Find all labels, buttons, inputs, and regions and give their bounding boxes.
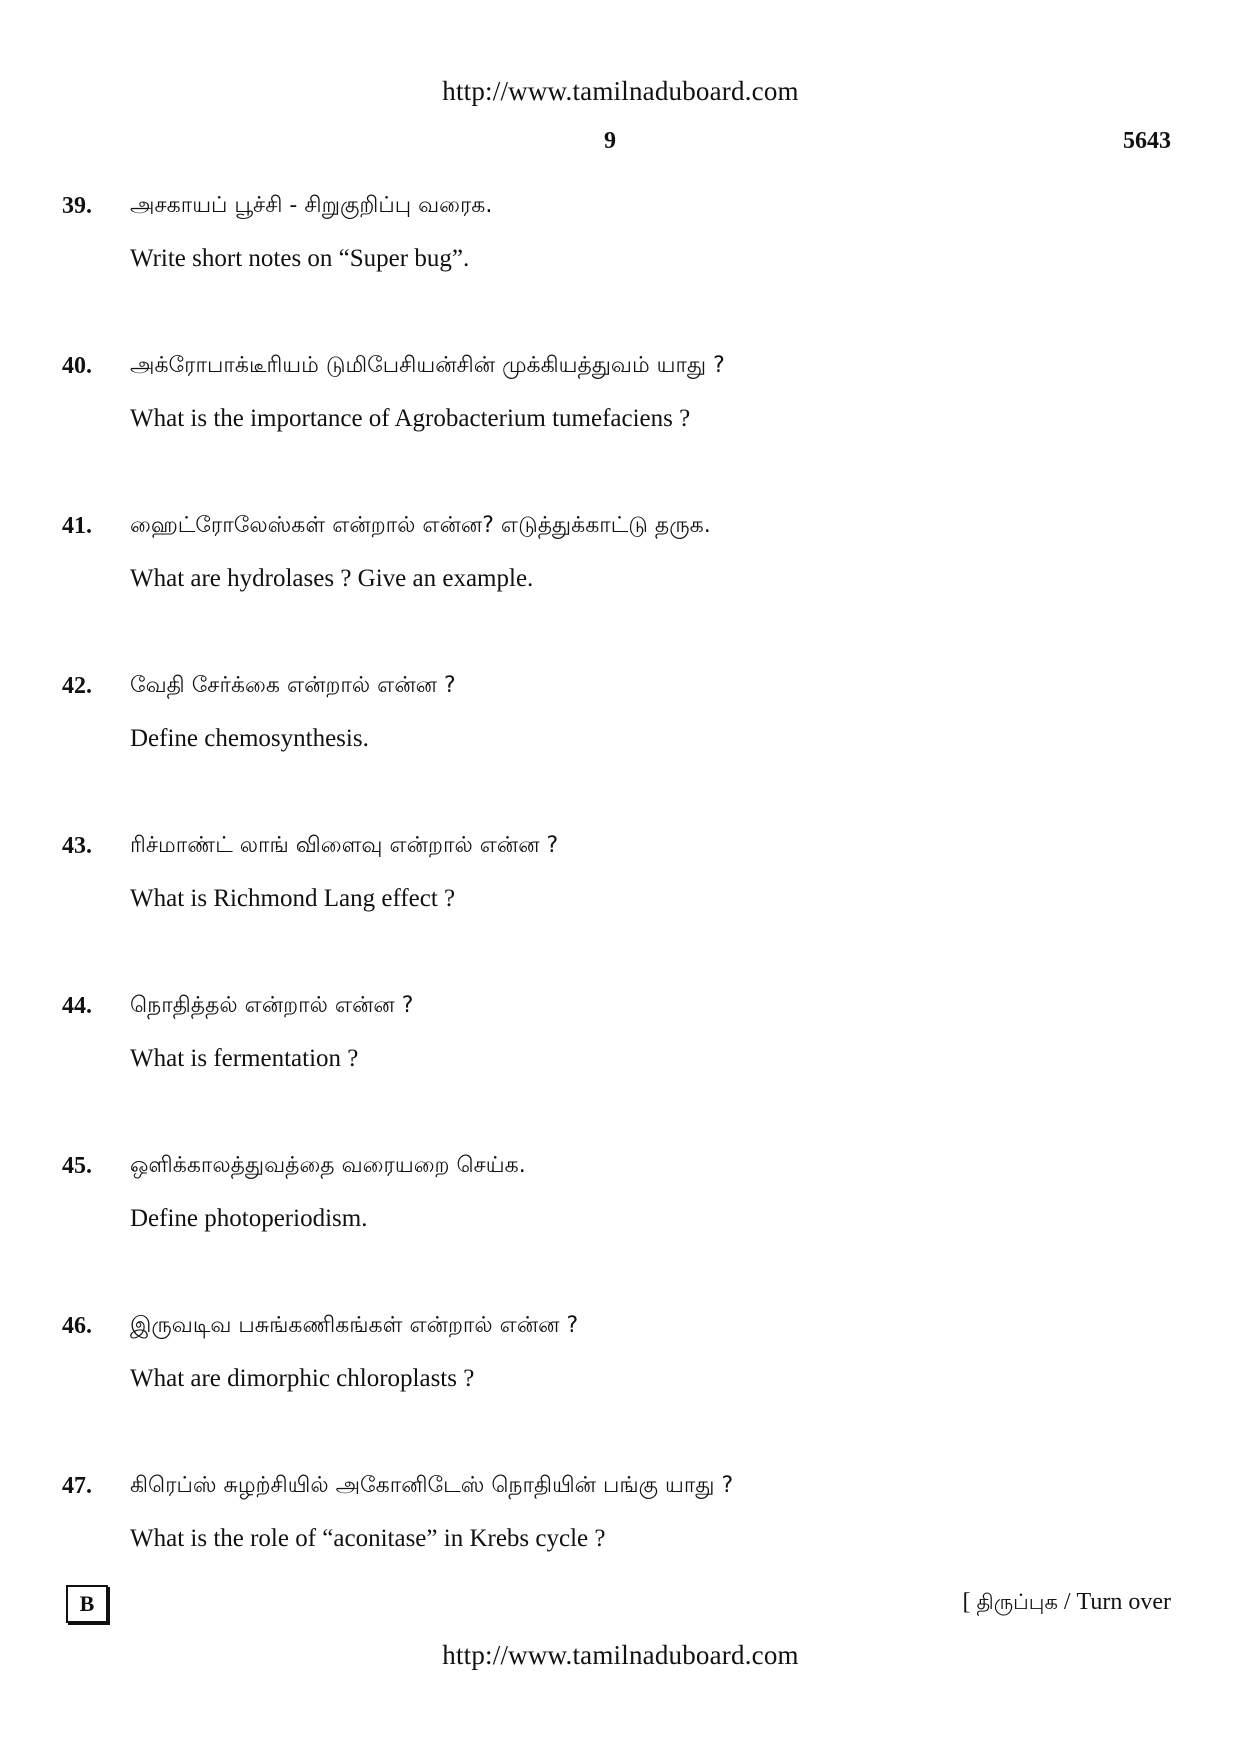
question-tamil: ஹைட்ரோலேஸ்கள் என்றால் என்ன? எடுத்துக்காட்டு தருக. — [130, 513, 711, 538]
turn-over-separator: / — [1063, 1589, 1071, 1615]
question-number: 41. — [62, 513, 92, 539]
turn-over-bracket: [ — [962, 1589, 971, 1615]
question-item — [62, 1313, 1172, 1473]
question-number: 47. — [62, 1473, 92, 1499]
question-item — [62, 673, 1172, 833]
turn-over-english: Turn over — [1076, 1589, 1171, 1615]
question-item — [62, 993, 1172, 1153]
question-english: What is Richmond Lang effect ? — [130, 885, 456, 912]
question-item — [62, 193, 1172, 353]
footer-url: http://www.tamilnaduboard.com — [442, 1640, 799, 1670]
question-item — [62, 833, 1172, 993]
turn-over-tamil: திருப்புக — [976, 1590, 1058, 1614]
question-number: 39. — [62, 193, 92, 219]
question-english: What is the role of “aconitase” in Krebs cycle ? — [130, 1525, 606, 1552]
question-tamil: அசகாயப் பூச்சி - சிறுகுறிப்பு வரைக. — [130, 193, 493, 218]
question-english: What is fermentation ? — [130, 1045, 359, 1072]
paper-code: 5643 — [1123, 128, 1171, 154]
question-english: What are dimorphic chloroplasts ? — [130, 1365, 475, 1392]
question-english: Define chemosynthesis. — [130, 725, 369, 752]
question-tamil: ஒளிக்காலத்துவத்தை வரையறை செய்க. — [130, 1153, 526, 1178]
question-tamil: ரிச்மாண்ட் லாங் விளைவு என்றால் என்ன ? — [130, 833, 559, 858]
question-item — [62, 1153, 1172, 1313]
question-english: Define photoperiodism. — [130, 1205, 368, 1232]
question-tamil: இருவடிவ பசுங்கணிகங்கள் என்றால் என்ன ? — [130, 1313, 579, 1338]
question-list — [62, 193, 1172, 1633]
question-item — [62, 353, 1172, 513]
question-tamil: வேதி சேர்க்கை என்றால் என்ன ? — [130, 673, 456, 698]
turn-over-note — [963, 1589, 1171, 1617]
question-number: 43. — [62, 833, 92, 859]
question-english: What is the importance of Agrobacterium tumefaciens ? — [130, 405, 691, 432]
question-number: 42. — [62, 673, 92, 699]
question-english: What are hydrolases ? Give an example. — [130, 565, 534, 592]
question-number: 44. — [62, 993, 92, 1019]
question-item — [62, 513, 1172, 673]
page-number: 9 — [604, 128, 616, 154]
series-code-box: B — [66, 1585, 108, 1623]
question-tamil: கிரெப்ஸ் சுழற்சியில் அகோனிடேஸ் நொதியின் பங்கு யாது ? — [130, 1473, 734, 1498]
header-url: http://www.tamilnaduboard.com — [442, 76, 799, 106]
question-english: Write short notes on “Super bug”. — [130, 245, 470, 272]
question-number: 45. — [62, 1153, 92, 1179]
question-tamil: நொதித்தல் என்றால் என்ன ? — [130, 993, 414, 1018]
question-number: 46. — [62, 1313, 92, 1339]
question-number: 40. — [62, 353, 92, 379]
question-tamil: அக்ரோபாக்டீரியம் டுமிபேசியன்சின் முக்கியத்துவம் யாது ? — [130, 353, 725, 378]
